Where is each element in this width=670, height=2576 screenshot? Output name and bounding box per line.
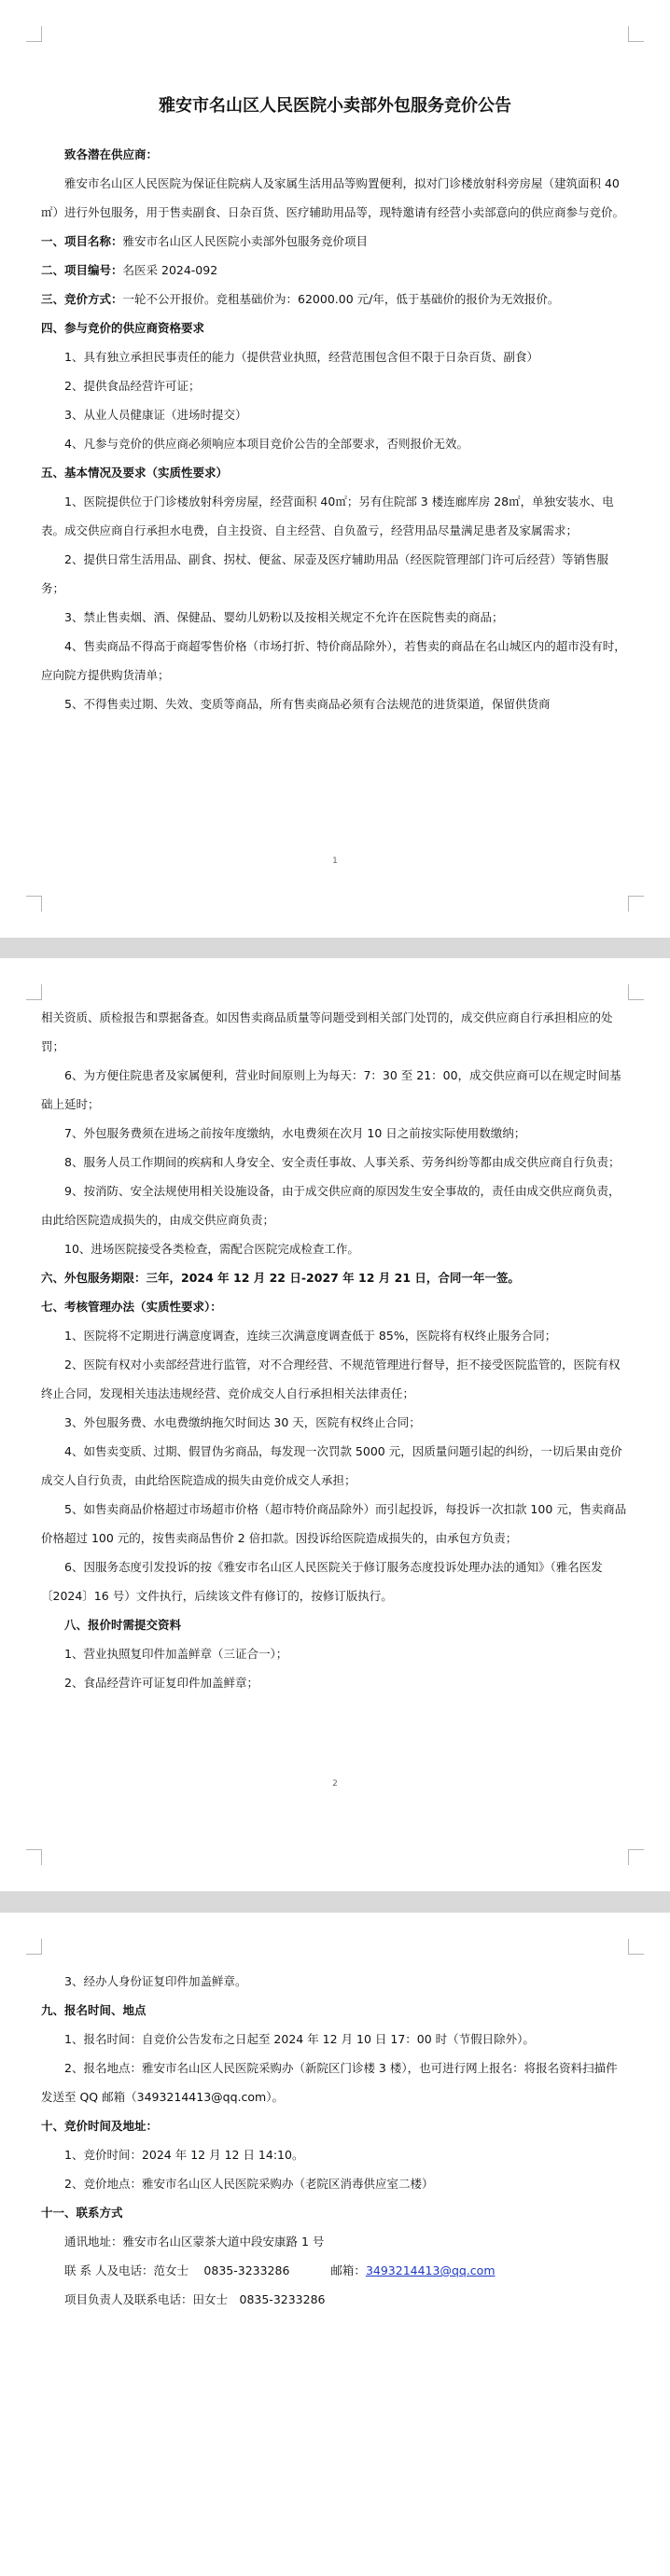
document-page-3 <box>0 1913 670 2576</box>
list-item: 3、禁止售卖烟、酒、保健品、婴幼儿奶粉以及按相关规定不允许在医院售卖的商品； <box>64 610 504 624</box>
document-page-2 <box>0 958 670 1891</box>
email-label: 邮箱： <box>330 2263 366 2277</box>
list-item: 1、竞价时间：2024 年 12 月 12 日 14:10。 <box>64 2148 304 2162</box>
list-item: 2、提供日常生活用品、副食、拐杖、便盆、尿壶及医疗辅助用品（经医院管理部门许可后经营）等销售服务； <box>41 552 608 595</box>
document-title: 雅安市名山区人民医院小卖部外包服务竞价公告 <box>159 96 511 116</box>
page-corner-mark <box>26 1849 42 1865</box>
section-5-heading: 五、基本情况及要求（实质性要求） <box>41 466 229 480</box>
list-item: 1、报名时间：自竞价公告发布之日起至 2024 年 12 月 10 日 17：00 时（节假日除外）。 <box>64 2032 535 2046</box>
section-label: 二、项目编号： <box>41 263 123 277</box>
section-label: 三、竞价方式： <box>41 292 123 306</box>
list-item: 3、经办人身份证复印件加盖鲜章。 <box>64 1974 247 1988</box>
continued-paragraph: 相关资质、质检报告和票据备查。如因售卖商品质量等问题受到相关部门处罚的，成交供应商自行承担相应的处罚； <box>41 1010 613 1053</box>
page-corner-mark <box>26 1939 42 1955</box>
list-item: 10、进场医院接受各类检查，需配合医院完成检查工作。 <box>64 1242 359 1256</box>
list-item: 4、凡参与竞价的供应商必须响应本项目竞价公告的全部要求，否则报价无效。 <box>64 437 468 451</box>
list-item: 2、提供食品经营许可证； <box>64 379 201 393</box>
contact-person: 联 系 人及电话：范女士 0835-3233286 <box>64 2263 290 2277</box>
list-item: 1、医院提供位于门诊楼放射科旁房屋，经营面积 40㎡；另有住院部 3 楼连廊库房 28㎡，单独安装水、电表。成交供应商自行承担水电费，自主投资、自主经营、自负盈亏，经营用品尽量满足患者及家属需求； <box>41 494 614 537</box>
section-6 <box>41 1263 629 1292</box>
page-number: 1 <box>332 856 338 866</box>
list-item: 2、食品经营许可证复印件加盖鲜章； <box>64 1676 258 1690</box>
section-1 <box>41 227 629 256</box>
section-3 <box>41 285 629 313</box>
page-number: 2 <box>332 1779 338 1789</box>
section-4-heading: 四、参与竞价的供应商资格要求 <box>41 321 205 335</box>
list-item: 2、竞价地点：雅安市名山区人民医院采购办（老院区消毒供应室二楼） <box>64 2177 434 2191</box>
list-item: 4、如售卖变质、过期、假冒伪劣商品，每发现一次罚款 5000 元，因质量问题引起的纠纷，一切后果由竞价成交人自行负责，由此给医院造成的损失由竞价成交人承担； <box>41 1444 622 1487</box>
email-link[interactable]: 3493214413@qq.com <box>365 2263 496 2277</box>
greeting: 致各潜在供应商： <box>64 147 159 161</box>
list-item: 7、外包服务费须在进场之前按年度缴纳，水电费须在次月 10 日之前按实际使用数缴纳； <box>64 1126 526 1140</box>
section-value: 雅安市名山区人民医院小卖部外包服务竞价项目 <box>122 234 369 248</box>
intro-paragraph: 雅安市名山区人民医院为保证住院病人及家属生活用品等购置便利，拟对门诊楼放射科旁房屋（建筑面积 40㎡）进行外包服务，用于售卖副食、日杂百货、医疗辅助用品等，现特邀请有经营小卖部意向的供应商参与竞价。 <box>41 176 625 219</box>
project-manager: 项目负责人及联系电话：田女士 0835-3233286 <box>64 2292 326 2306</box>
list-item: 1、医院将不定期进行满意度调查，连续三次满意度调查低于 85%，医院将有权终止服务合同； <box>64 1329 557 1343</box>
list-item: 3、从业人员健康证（进场时提交） <box>64 408 247 422</box>
page-corner-mark <box>628 1939 644 1955</box>
section-8-heading: 八、报价时需提交资料 <box>64 1618 182 1632</box>
list-item: 8、服务人员工作期间的疾病和人身安全、安全责任事故、人事关系、劳务纠纷等都由成交供应商自行负责； <box>64 1155 621 1169</box>
section-11-heading: 十一、联系方式 <box>41 2206 123 2220</box>
page-1-content <box>41 93 629 718</box>
page-corner-mark <box>26 26 42 42</box>
page-corner-mark <box>628 26 644 42</box>
page-corner-mark <box>26 896 42 912</box>
page-corner-mark <box>628 896 644 912</box>
section-7-heading: 七、考核管理办法（实质性要求）： <box>41 1300 222 1314</box>
section-label: 一、项目名称： <box>41 234 123 248</box>
list-item: 2、报名地点：雅安市名山区人民医院采购办（新院区门诊楼 3 楼），也可进行网上报名：将报名资料扫描件发送至 QQ 邮箱（3493214413@qq.com）。 <box>41 2061 618 2104</box>
list-item: 6、因服务态度引发投诉的按《雅安市名山区人民医院关于修订服务态度投诉处理办法的通知》（雅名医发〔2024〕16 号）文件执行，后续该文件有修订的，按修订版执行。 <box>41 1560 603 1603</box>
list-item: 5、如售卖商品价格超过市场超市价格（超市特价商品除外）而引起投诉，每投诉一次扣款 100 元，售卖商品价格超过 100 元的，按售卖商品售价 2 倍扣款。因投诉给医院造成损失的，由承包方负责； <box>41 1502 627 1545</box>
page-3-content <box>41 1967 629 2314</box>
section-label: 六、外包服务期限： <box>41 1271 147 1285</box>
section-value: 名医采 2024-092 <box>122 263 218 277</box>
list-item: 3、外包服务费、水电费缴纳拖欠时间达 30 天，医院有权终止合同； <box>64 1415 421 1429</box>
document-page-1 <box>0 0 670 938</box>
section-value: 三年，2024 年 12 月 22 日-2027 年 12 月 21 日，合同一年一签。 <box>146 1271 520 1285</box>
section-2 <box>41 256 629 285</box>
section-value: 一轮不公开报价。竞租基础价为：62000.00 元/年，低于基础价的报价为无效报价。 <box>122 292 560 306</box>
list-item: 2、医院有权对小卖部经营进行监管，对不合理经营、不规范管理进行督导，拒不接受医院监管的，医院有权终止合同，发现相关违法违规经营、竞价成交人自行承担相关法律责任； <box>41 1358 621 1400</box>
list-item: 1、营业执照复印件加盖鲜章（三证合一）； <box>64 1647 288 1661</box>
list-item: 9、按消防、安全法规使用相关设施设备，由于成交供应商的原因发生安全事故的，责任由成交供应商负责，由此给医院造成损失的，由成交供应商负责； <box>41 1184 621 1227</box>
contact-phone <box>41 2256 629 2285</box>
list-item: 1、具有独立承担民事责任的能力（提供营业执照，经营范围包含但不限于日杂百货、副食） <box>64 350 538 364</box>
page-2-content <box>41 1003 629 1697</box>
list-item: 6、为方便住院患者及家属便利，营业时间原则上为每天：7：30 至 21：00，成交供应商可以在规定时间基础上延时； <box>41 1068 621 1111</box>
list-item: 4、售卖商品不得高于商超零售价格（市场打折、特价商品除外），若售卖的商品在名山城区内的超市没有时，应向院方提供购货清单； <box>41 639 626 682</box>
page-corner-mark <box>26 984 42 1000</box>
page-corner-mark <box>628 984 644 1000</box>
section-10-heading: 十、竞价时间及地址： <box>41 2119 159 2133</box>
page-corner-mark <box>628 1849 644 1865</box>
contact-address: 通讯地址：雅安市名山区蒙茶大道中段安康路 1 号 <box>64 2235 325 2249</box>
list-item: 5、不得售卖过期、失效、变质等商品，所有售卖商品必须有合法规范的进货渠道，保留供货商 <box>64 697 551 711</box>
section-9-heading: 九、报名时间、地点 <box>41 2003 147 2017</box>
